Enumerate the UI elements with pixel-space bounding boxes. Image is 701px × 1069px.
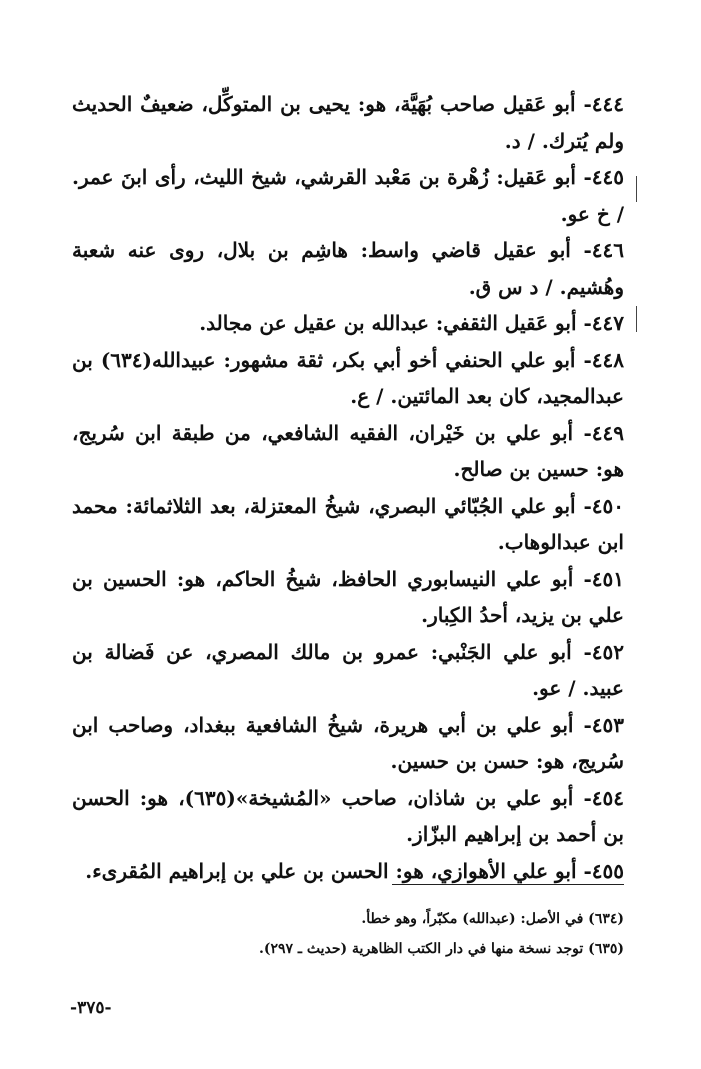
page-number: -٣٧٥- xyxy=(70,998,112,1018)
entry-444: ٤٤٤- أبو عَقيل صاحب بُهَيَّة، هو: يحيى بن المتوكِّل، ضعيفٌ الحديث ولم يُترك. / د. xyxy=(72,92,624,153)
entries-list xyxy=(72,86,624,889)
entry-448: ٤٤٨- أبو علي الحنفي أخو أبي بكر، ثقة مشهور: عبيدالله(٦٣٤) بن عبدالمجيد، كان بعد المائتين. / ع. xyxy=(72,347,624,408)
entry-455: ٤٥٥- أبو علي الأهوازي، هو: الحسن بن علي بن إبراهيم المُقرىء. xyxy=(85,858,624,883)
entry-445: ٤٤٥- أبو عَقيل: زُهْرة بن مَعْبد القرشي، شيخ الليث، رأى ابنَ عمر. / خ عو. xyxy=(72,165,624,226)
footnote-634: (٦٣٤) في الأصل: (عبدالله) مكبّراً، وهو خطأ. xyxy=(361,911,624,927)
footnotes-section xyxy=(160,904,624,964)
entry-450: ٤٥٠- أبو علي الجُبّائي البصري، شيخُ المعتزلة، بعد الثلاثمائة: محمد ابن عبدالوهاب. xyxy=(72,493,624,554)
entry-451: ٤٥١- أبو علي النيسابوري الحافظ، شيخُ الحاكم، هو: الحسين بن علي بن يزيد، أحدُ الكِبار. xyxy=(72,566,624,627)
entry-449: ٤٤٩- أبو علي بن خَيْران، الفقيه الشافعي، من طبقة ابن سُريج، هو: حسين بن صالح. xyxy=(72,420,624,481)
entry-453: ٤٥٣- أبو علي بن أبي هريرة، شيخُ الشافعية ببغداد، وصاحب ابن سُريج، هو: حسن بن حسين. xyxy=(72,712,624,773)
footnote-635: (٦٣٥) توجد نسخة منها في دار الكتب الظاهرية (حديث ـ ٢٩٧). xyxy=(258,941,624,957)
entry-447: ٤٤٧- أبو عَقيل الثقفي: عبدالله بن عقيل عن مجالد. xyxy=(199,311,624,335)
entry-454: ٤٥٤- أبو علي بن شاذان، صاحب «المُشيخة»(٦٣٥)، هو: الحسن بن أحمد بن إبراهيم البزّاز. xyxy=(72,785,624,846)
entry-452: ٤٥٢- أبو علي الجَنْبي: عمرو بن مالك المصري، عن فَضالة بن عبيد. / عو. xyxy=(72,639,624,700)
entry-446: ٤٤٦- أبو عقيل قاضي واسط: هاشِم بن بلال، روى عنه شعبة وهُشيم. / د س ق. xyxy=(72,238,624,299)
margin-mark-middle xyxy=(636,306,637,332)
margin-mark-top xyxy=(636,176,637,202)
footnote-divider xyxy=(392,884,624,885)
